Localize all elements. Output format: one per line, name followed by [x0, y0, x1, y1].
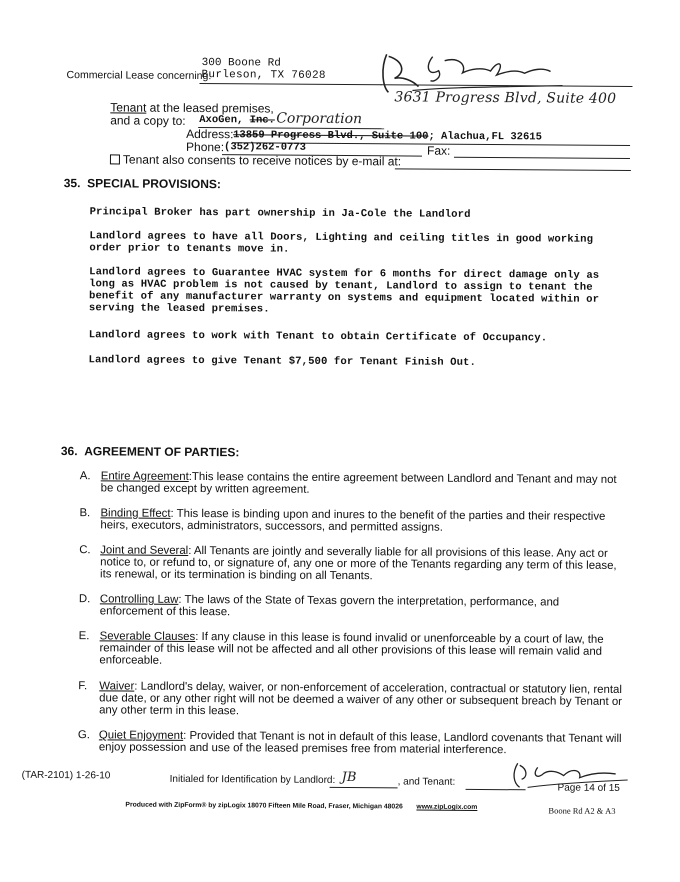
clause-waiver [78, 680, 623, 720]
clause-letter: F. [78, 680, 88, 693]
clause-text: : If any clause in this lease is found invalid or unenforceable by a court of law, the remainder of this lease will not be affected and all other provisions of this lease will remain valid and enforceable. [99, 630, 604, 667]
initialed-label: Initialed for Identification by Landlord: [169, 773, 336, 786]
fax-label: Fax: [426, 143, 451, 158]
and-tenant-label: , and Tenant: [397, 776, 456, 788]
copy-to-name: AxoGen, [199, 114, 244, 127]
clause-letter: C. [79, 544, 91, 557]
clause-severable-clauses [78, 630, 623, 670]
clause-text: : The laws of the State of Texas govern the interpretation, performance, and enforcement of this lease. [99, 593, 560, 619]
email-underline [395, 168, 631, 171]
handwritten-new-address: 3631 Progress Blvd, Suite 400 [394, 89, 617, 107]
clause-text: : All Tenants are jointly and severally liable for all provisions of this lease. Any act or notice to, or refund to, or signature of, any one or more of the Tenants regarding any term of this lease, its renewal, or its termination is binding on all Tenants. [100, 544, 617, 583]
produced-by: Produced with ZipForm® by zipLogix 18070 Fifteen Mile Road, Fraser, Michigan 48026 [125, 801, 403, 811]
clause-heading: Entire Agreement [100, 470, 189, 483]
section-35-number: 35. [63, 176, 81, 191]
section-35-heading [64, 176, 221, 191]
section-36-heading [61, 444, 240, 459]
address-rest: ; Alachua,FL 32615 [428, 130, 542, 144]
clause-text: : This lease is binding upon and inures to the benefit of the parties and their respective heirs, executors, administrators, successors, and permitted assigns. [100, 507, 606, 534]
document-reference: Boone Rd A2 & A3 [548, 805, 616, 816]
clause-joint-and-several [79, 544, 624, 584]
clause-heading: Waiver [99, 680, 135, 693]
clause-binding-effect [79, 507, 624, 535]
clause-heading: Controlling Law [99, 593, 179, 606]
form-id: (TAR-2101) 1-26-10 [21, 769, 111, 782]
clause-text: : Provided that Tenant is not in default of this lease, Landlord covenants that Tenant will enjoy possession and use of the leased premises free from material interference. [98, 729, 622, 757]
copy-to-label: and a copy to: [110, 113, 186, 128]
provision-5: Landlord agrees to give Tenant $7,500 for Tenant Finish Out. [88, 354, 477, 369]
copy-to-value [199, 114, 275, 127]
email-consent [110, 152, 401, 168]
address-label: Address: [186, 126, 234, 142]
clause-entire-agreement [80, 470, 625, 498]
provision-3: Landlord agrees to Guarantee HVAC system for 6 months for direct damage only as long as HVAC problem is not caused by tenant, Landlord to assign to tenant the benefit of any manufacturer warranty on systems and equipment located within or serving the leased premises. [88, 266, 600, 316]
email-consent-checkbox[interactable] [110, 154, 120, 164]
tenant-label: Tenant [110, 100, 147, 115]
clause-heading: Joint and Several [100, 544, 189, 557]
fax-underline [454, 157, 630, 159]
page-number: Page 14 of 15 [557, 782, 620, 794]
clause-heading: Severable Clauses [99, 630, 196, 643]
clause-text: : Landlord's delay, waiver, or non-enforcement of acceleration, contractual or statutory lien, rental due date, or any other right will not be deemed a waiver of any other or subsequent breach by Tenant or any other term in this lease. [99, 680, 623, 718]
clause-letter: G. [77, 729, 91, 742]
phone-label: Phone: [185, 139, 225, 155]
provision-4: Landlord agrees to work with Tenant to obtain Certificate of Occupancy. [88, 329, 548, 345]
copy-to-struck: Inc. [249, 114, 275, 127]
clause-quiet-enjoyment [78, 729, 623, 757]
property-address-underline [199, 83, 381, 85]
ziplogix-link[interactable]: www.zipLogix.com [416, 803, 478, 811]
commercial-lease-label: Commercial Lease concerning: [66, 69, 212, 83]
provision-1: Principal Broker has part ownership in Ja-Cole the Landlord [89, 206, 471, 221]
clause-controlling-law [79, 593, 624, 621]
section-36-title: AGREEMENT OF PARTIES: [84, 444, 240, 460]
tenant-suffix: at the leased premises, [149, 100, 274, 116]
clause-letter: B. [79, 507, 91, 520]
clause-letter: D. [78, 593, 91, 606]
section-35-title: SPECIAL PROVISIONS: [87, 176, 222, 192]
clause-letter: E. [78, 630, 90, 643]
landlord-initials: JB [341, 770, 357, 786]
address-struck: 13859 Progress Blvd., Suite 100 [233, 129, 429, 143]
clause-text: :This lease contains the entire agreement between Landlord and Tenant and may not be changed except by written agreement. [100, 470, 617, 496]
clause-heading: Quiet Enjoyment [98, 729, 184, 742]
section-36-number: 36. [60, 444, 78, 459]
clause-heading: Binding Effect [100, 507, 171, 520]
provision-2: Landlord agrees to have all Doors, Lighting and ceiling titles in good working order prior to tenants move in. [89, 230, 594, 256]
phone-value: (352)262-0773 [223, 141, 307, 154]
landlord-initials-line [330, 787, 398, 788]
clause-letter: A. [79, 470, 91, 483]
handwritten-corporation: Corporation [276, 110, 363, 128]
property-address-line1: 300 Boone Rd [201, 57, 281, 70]
property-address-line2: Burleson, TX 76028 [201, 69, 326, 82]
email-consent-label: Tenant also consents to receive notices by e-mail at: [122, 152, 402, 169]
